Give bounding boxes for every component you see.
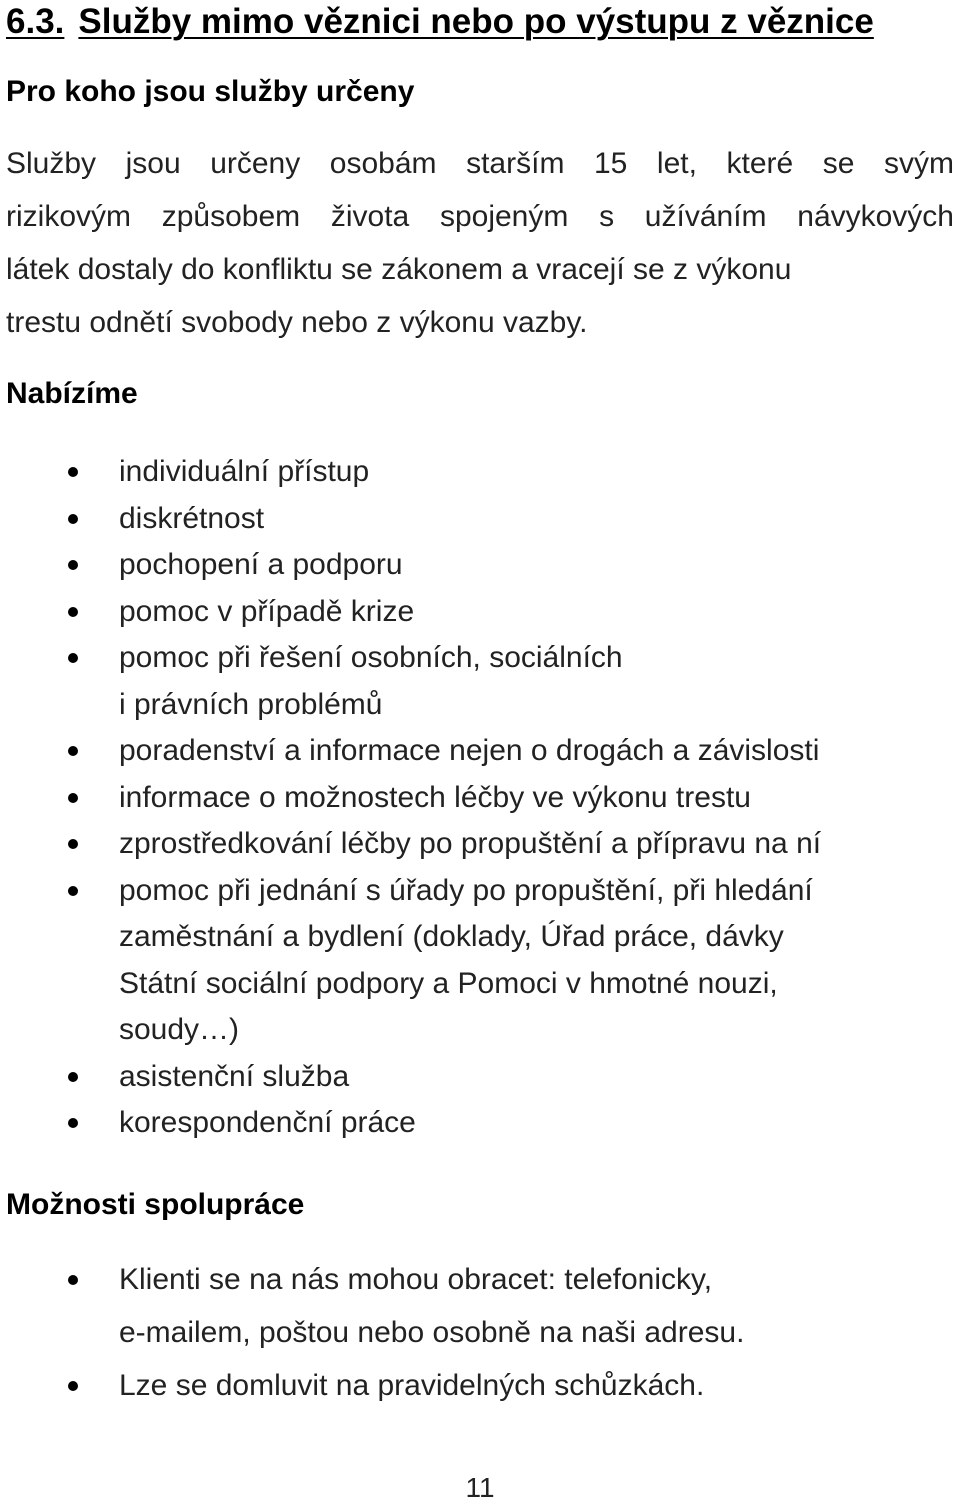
bullet-icon xyxy=(68,653,78,663)
list-item-text: Lze se domluvit na pravidelných schůzkách. xyxy=(119,1369,705,1402)
list-item-text: zprostředkování léčby po propuštění a přípravu na ní xyxy=(119,827,822,860)
paragraph-line: rizikovým způsobem života spojeným s užíváním návykových xyxy=(6,200,954,233)
list-item-text: Klienti se na nás mohou obracet: telefonicky, e-mailem, poštou nebo osobně na naši adresu. xyxy=(119,1263,745,1349)
list-item-text: pomoc při jednání s úřady po propuštění, při hledání zaměstnání a bydlení (doklady, Úřad práce, dávky Státní sociální podpory a Pomoci v hmotné nouzi, soudy…) xyxy=(119,873,813,1046)
list-item xyxy=(0,1100,950,1147)
list-item-text: poradenství a informace nejen o drogách a závislosti xyxy=(119,734,820,767)
bullet-icon xyxy=(68,1118,78,1128)
bullet-icon xyxy=(68,514,78,524)
bullet-icon xyxy=(68,1381,78,1391)
list-item xyxy=(0,1253,950,1359)
bullet-icon xyxy=(68,746,78,756)
list-item-text: informace o možnostech léčby ve výkonu trestu xyxy=(119,780,751,814)
list-item xyxy=(0,821,950,868)
list-item xyxy=(0,728,950,775)
bullet-icon xyxy=(68,1275,78,1285)
bullet-icon xyxy=(68,607,78,617)
bullet-icon xyxy=(68,560,78,570)
list-item xyxy=(0,589,950,636)
paragraph-line: látek dostaly do konfliktu se zákonem a vracejí se z výkonu xyxy=(6,253,792,286)
list-item xyxy=(0,1054,950,1101)
list-item xyxy=(0,635,950,728)
bullet-icon xyxy=(68,1072,78,1082)
list-item-text: asistenční služba xyxy=(119,1059,350,1093)
list-item xyxy=(0,775,950,822)
heading-cooperation: Možnosti spolupráce xyxy=(6,1188,305,1221)
heading-for-whom: Pro koho jsou služby určeny xyxy=(6,75,415,108)
for-whom-paragraph xyxy=(6,137,954,349)
list-item-text: diskrétnost xyxy=(119,501,265,535)
heading-offer: Nabízíme xyxy=(6,377,138,410)
bullet-icon xyxy=(68,793,78,803)
list-item-text: korespondenční práce xyxy=(119,1106,416,1139)
page-number: 11 xyxy=(465,1472,495,1503)
paragraph-line: trestu odnětí svobody nebo z výkonu vazby. xyxy=(6,306,588,339)
list-item-text: pomoc při řešení osobních, sociálních i právních problémů xyxy=(119,641,623,721)
section-number: 6.3. xyxy=(6,2,65,41)
offer-list xyxy=(0,449,950,1147)
list-item xyxy=(0,449,950,496)
bullet-icon xyxy=(68,467,78,477)
list-item-text: pochopení a podporu xyxy=(119,548,403,581)
section-title xyxy=(6,2,874,42)
cooperation-list xyxy=(0,1253,950,1412)
list-item-text: pomoc v případě krize xyxy=(119,594,415,628)
section-title-text: Služby mimo věznici nebo po výstupu z věznice xyxy=(78,2,874,41)
list-item xyxy=(0,1359,950,1412)
bullet-icon xyxy=(68,886,78,896)
list-item xyxy=(0,496,950,543)
bullet-icon xyxy=(68,839,78,849)
paragraph-line: Služby jsou určeny osobám starším 15 let, které se svým xyxy=(6,147,954,180)
list-item xyxy=(0,542,950,589)
list-item xyxy=(0,868,950,1054)
list-item-text: individuální přístup xyxy=(119,455,370,488)
